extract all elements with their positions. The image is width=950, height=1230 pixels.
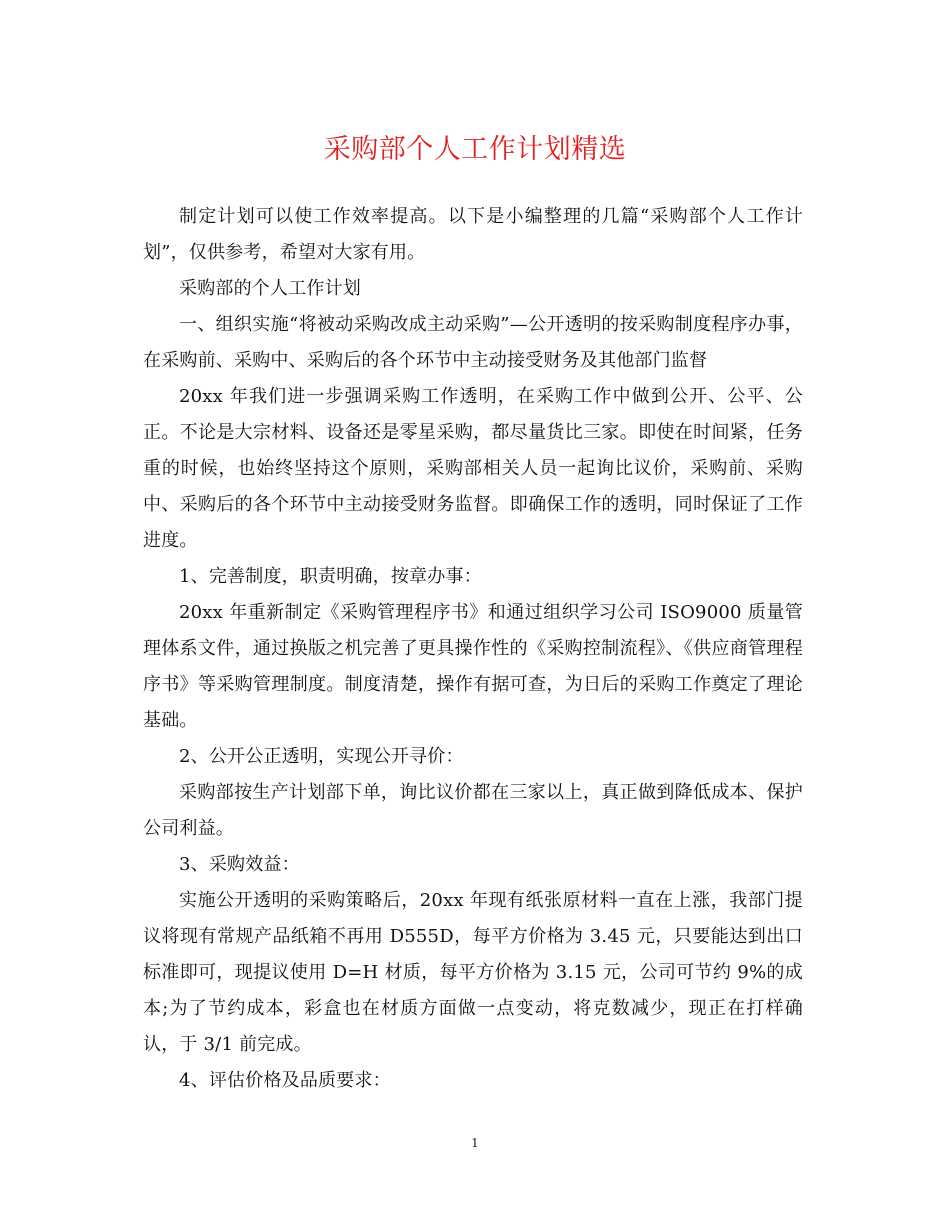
subheading-2: 2、公开公正透明，实现公开寻价： (179, 746, 464, 767)
pricing-paragraph: 采购部按生产计划部下单，询比议价都在三家以上，真正做到降低成本、保护公司利益。 (143, 782, 803, 839)
document-title: 采购部个人工作计划精选 (323, 134, 627, 165)
intro-paragraph: 制定计划可以使工作效率提高。以下是小编整理的几篇“采购部个人工作计划”，仅供参考，希望对大家有用。 (143, 206, 803, 263)
transparency-paragraph: 20xx 年我们进一步强调采购工作透明，在采购工作中做到公开、公平、公正。不论是大宗材料、设备还是零星采购，都尽量货比三家。即使在时间紧，任务重的时候，也始终坚持这个原则，采购部相关人员一起询比议价，采购前、采购中、采购后的各个环节中主动接受财务监督。即确保工作的透明，同时保证了工作进度。 (143, 386, 803, 551)
benefit-paragraph: 实施公开透明的采购策略后，20xx 年现有纸张原材料一直在上涨，我部门提议将现有常规产品纸箱不再用 D555D，每平方价格为 3.45 元，只要能达到出口标准即可，现提议使用 D=H 材质，每平方价格为 3.15 元，公司可节约 9%的成本;为了节约成本，彩盒也在材质方面做一点变动，将克数减少，现正在打样确认，于 3/1 前完成。 (143, 890, 803, 1055)
section-heading: 采购部的个人工作计划 (179, 278, 361, 299)
subheading-4: 4、评估价格及品质要求： (179, 1070, 391, 1091)
subheading-1: 1、完善制度，职责明确，按章办事： (179, 566, 482, 587)
document-body (143, 199, 803, 1099)
page-number: 1 (471, 1136, 479, 1150)
system-paragraph: 20xx 年重新制定《采购管理程序书》和通过组织学习公司 ISO9000 质量管理体系文件，通过换版之机完善了更具操作性的《采购控制流程》、《供应商管理程序书》等采购管理制度。制度清楚，操作有据可查，为日后的采购工作奠定了理论基础。 (143, 602, 803, 731)
subheading-3: 3、采购效益： (179, 854, 300, 875)
section-one-heading: 一、组织实施“将被动采购改成主动采购”—公开透明的按采购制度程序办事，在采购前、采购中、采购后的各个环节中主动接受财务及其他部门监督 (143, 314, 803, 371)
